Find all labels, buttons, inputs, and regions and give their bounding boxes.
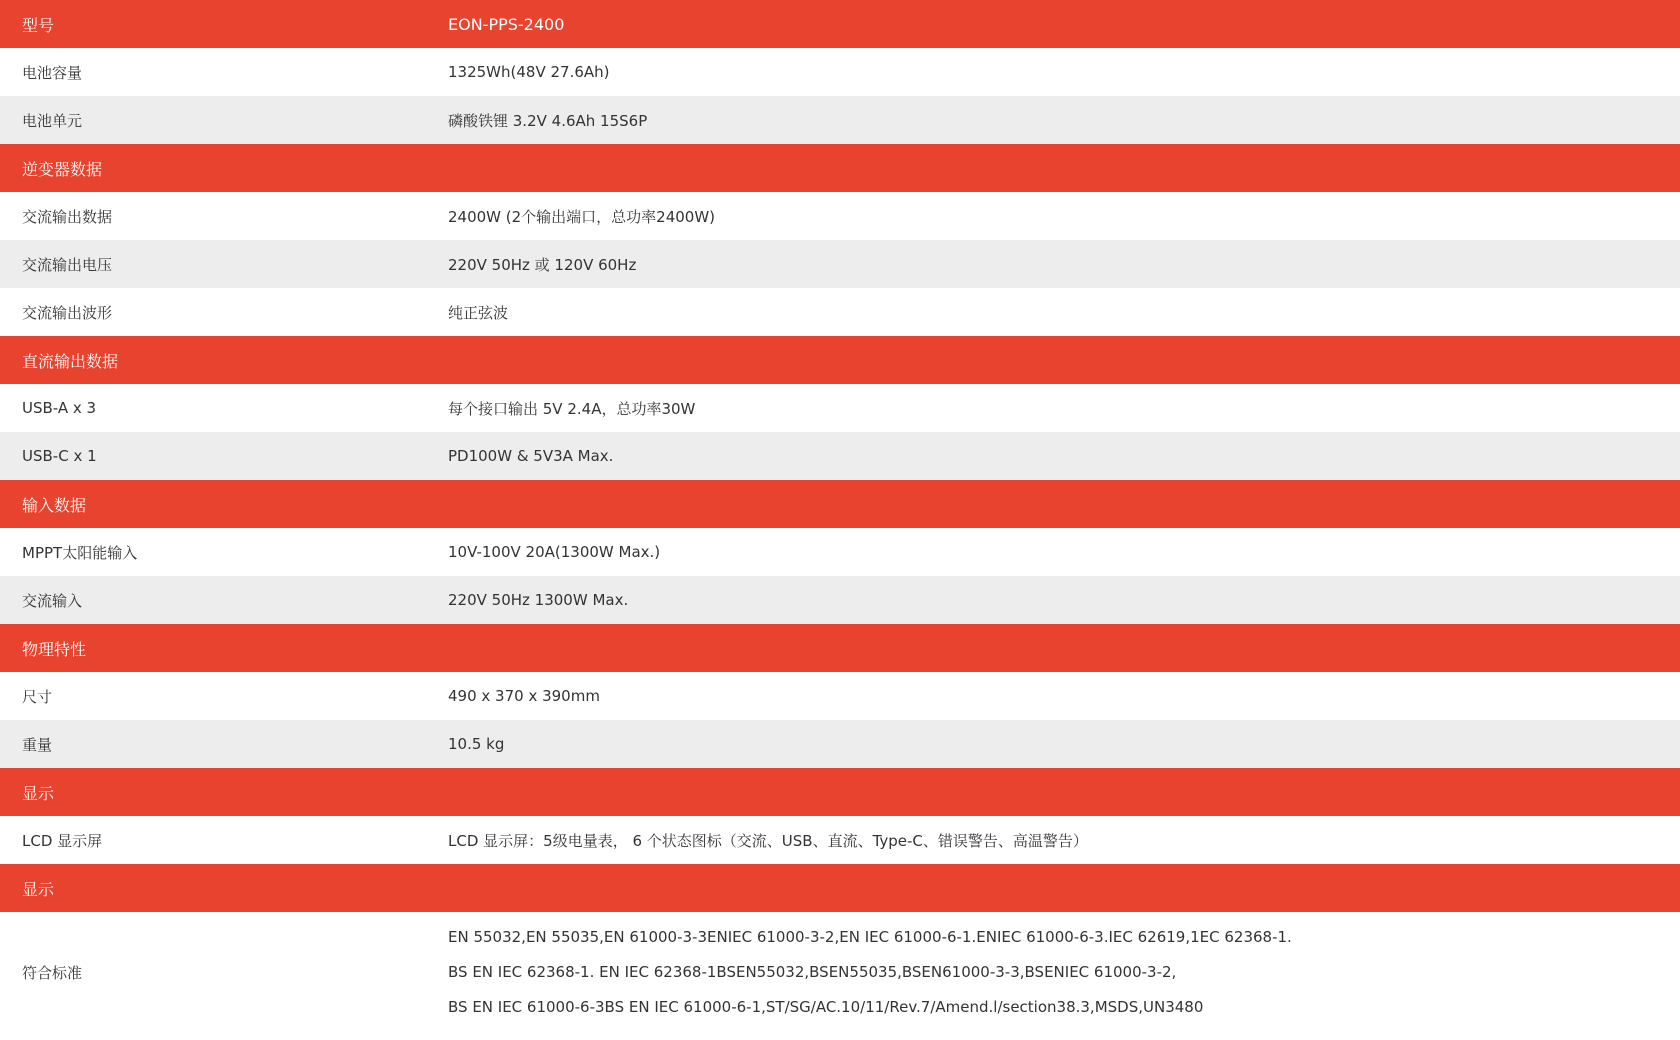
- standards-line: BS EN IEC 62368-1. EN IEC 62368-1BSEN55032,BSEN55035,BSEN61000-3-3,BSENIEC 61000-3-2,: [448, 963, 1177, 981]
- section-title: 逆变器数据: [22, 159, 103, 179]
- spec-row-usb-a: [0, 384, 1680, 432]
- section-header-display-2: [0, 864, 1680, 912]
- spec-label: 尺寸: [22, 687, 53, 706]
- spec-value: 220V 50Hz 或 120V 60Hz: [448, 255, 637, 274]
- standards-line: EN 55032,EN 55035,EN 61000-3-3ENIEC 61000-3-2,EN IEC 61000-6-1.ENIEC 61000-6-3.IEC 62619,1EC 62368-1.: [448, 928, 1292, 946]
- standards-list: [448, 928, 1680, 1016]
- spec-row-ac-voltage: [0, 240, 1680, 288]
- spec-label: 型号: [22, 15, 55, 35]
- spec-row-mppt-solar: [0, 528, 1680, 576]
- section-header-physical: [0, 624, 1680, 672]
- spec-label: USB-C x 1: [22, 447, 97, 465]
- spec-label: 电池单元: [22, 111, 83, 130]
- spec-label: 电池容量: [22, 63, 83, 82]
- spec-label: 交流输出电压: [22, 255, 113, 274]
- spec-row-lcd: [0, 816, 1680, 864]
- section-title: 显示: [22, 879, 55, 899]
- spec-row-ac-output: [0, 192, 1680, 240]
- spec-value: 220V 50Hz 1300W Max.: [448, 591, 629, 609]
- spec-label: MPPT太阳能输入: [22, 543, 138, 562]
- spec-row-standards: [0, 912, 1680, 1032]
- spec-label: 符合标准: [22, 963, 83, 982]
- spec-label: LCD 显示屏: [22, 831, 103, 850]
- spec-value: 10V-100V 20A(1300W Max.): [448, 543, 661, 561]
- spec-label: 交流输出波形: [22, 303, 113, 322]
- spec-row-ac-input: [0, 576, 1680, 624]
- spec-value: LCD 显示屏：5级电量表， 6 个状态图标（交流、USB、直流、Type-C、错误警告、高温警告）: [448, 831, 1088, 850]
- section-header-inverter: [0, 144, 1680, 192]
- spec-value: 2400W (2个输出端口，总功率2400W): [448, 207, 716, 226]
- spec-row-usb-c: [0, 432, 1680, 480]
- spec-label: USB-A x 3: [22, 399, 97, 417]
- spec-row-battery-capacity: [0, 48, 1680, 96]
- section-title: 显示: [22, 783, 55, 803]
- section-title: 输入数据: [22, 495, 87, 515]
- spec-value: EON-PPS-2400: [448, 14, 565, 34]
- section-header-display: [0, 768, 1680, 816]
- spec-value: 1325Wh(48V 27.6Ah): [448, 63, 610, 81]
- spec-value: 490 x 370 x 390mm: [448, 687, 600, 705]
- spec-value: 10.5 kg: [448, 735, 505, 753]
- spec-label: 交流输入: [22, 591, 83, 610]
- spec-label: 重量: [22, 735, 53, 754]
- spec-row-dimensions: [0, 672, 1680, 720]
- spec-label: 交流输出数据: [22, 207, 113, 226]
- spec-value: 磷酸铁锂 3.2V 4.6Ah 15S6P: [448, 111, 648, 130]
- spec-value: PD100W & 5V3A Max.: [448, 447, 614, 465]
- spec-row-weight: [0, 720, 1680, 768]
- section-header-model: [0, 0, 1680, 48]
- section-header-dc-output: [0, 336, 1680, 384]
- section-header-input: [0, 480, 1680, 528]
- spec-value: 每个接口输出 5V 2.4A，总功率30W: [448, 399, 696, 418]
- section-title: 直流输出数据: [22, 351, 119, 371]
- spec-row-ac-waveform: [0, 288, 1680, 336]
- spec-value: 纯正弦波: [448, 303, 509, 322]
- section-title: 物理特性: [22, 639, 87, 659]
- standards-line: BS EN IEC 61000-6-3BS EN IEC 61000-6-1,ST/SG/AC.10/11/Rev.7/Amend.l/section38.3,MSDS,UN3480: [448, 998, 1204, 1016]
- spec-row-battery-cell: [0, 96, 1680, 144]
